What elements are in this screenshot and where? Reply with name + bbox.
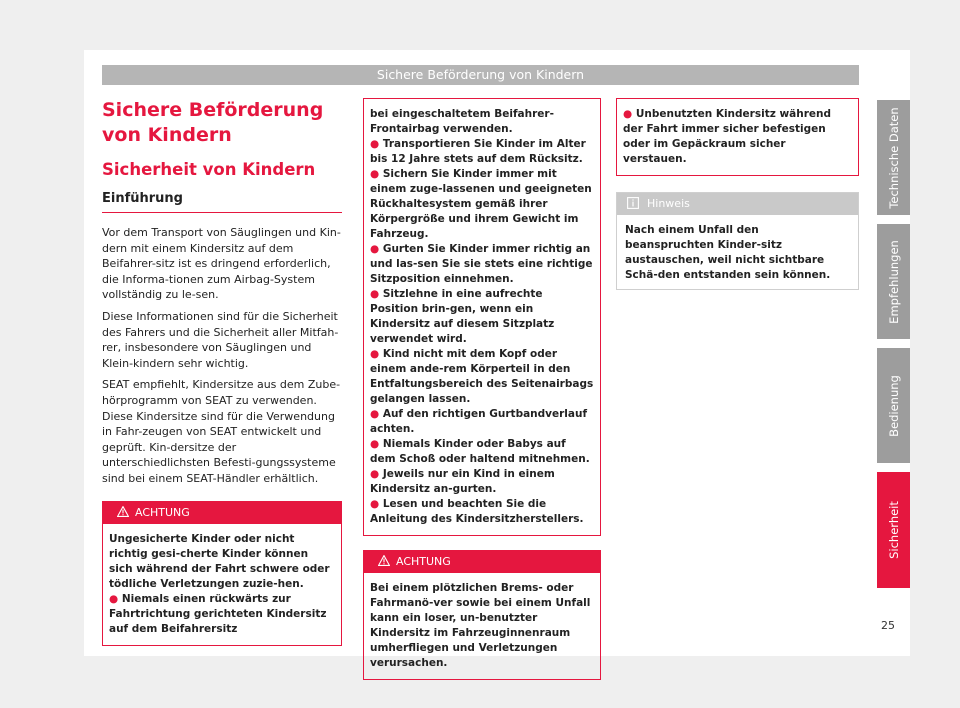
- section-title: Sicherheit von Kindern: [102, 160, 316, 179]
- warning-body: [103, 524, 341, 645]
- tab-label: Technische Daten: [886, 106, 901, 209]
- list-item-text: Sichern Sie Kinder immer mit einem zuge-lassenen und geeigneten Rückhaltesystem gemäß ihrer Körpergröße und ihrem Gewicht im Fahrzeug.: [370, 168, 592, 240]
- column-left: [102, 98, 342, 646]
- warning-bullet: [109, 592, 335, 637]
- warning-label: ACHTUNG: [396, 555, 451, 568]
- tab-label: Empfehlungen: [886, 239, 901, 324]
- bullet-icon: ●: [109, 592, 119, 605]
- tab-bedienung[interactable]: [877, 348, 910, 463]
- warning-continued-2-body: [617, 99, 858, 175]
- bullet-icon: ●: [370, 168, 380, 180]
- list-item-text: Transportieren Sie Kinder im Alter bis 12 Jahre stets auf dem Rücksitz.: [370, 138, 586, 165]
- list-item-text: Gurten Sie Kinder immer richtig an und las-sen Sie sie stets eine richtige Sitzposition einnehmen.: [370, 243, 593, 285]
- bullet-icon: ●: [370, 138, 380, 150]
- tab-label: Sicherheit: [886, 501, 901, 559]
- list-item: [370, 437, 594, 467]
- bullet-icon: ●: [370, 288, 380, 300]
- warning-triangle-icon: [117, 506, 129, 517]
- warning-2-body: [364, 573, 600, 679]
- list-item: [370, 347, 594, 407]
- intro-paragraph-1: Vor dem Transport von Säuglingen und Kin-dern mit einem Kindersitz auf dem Beifahrer-sitz ist es dringend erforderlich, die Informa-tionen zum Airbag-System vollständig zu le-sen.: [102, 226, 341, 302]
- tab-empfehlungen[interactable]: [877, 224, 910, 339]
- warning-bullet-text: Niemals einen rückwärts zur Fahrtrichtung gerichteten Kindersitz auf dem Beifahrersitz: [109, 592, 327, 635]
- warning-intro: Ungesicherte Kinder oder nicht richtig gesi-cherte Kinder können sich während der Fahrt schwere oder tödliche Verletzungen zuzie-hen.: [109, 532, 330, 590]
- warning-header: [364, 551, 600, 573]
- list-item: [370, 167, 594, 242]
- tab-technische-daten[interactable]: [877, 100, 910, 215]
- list-item-text: Kind nicht mit dem Kopf oder einem ande-rem Körperteil in den Entfaltungsbereich des Seitenairbags gelangen lassen.: [370, 348, 594, 405]
- column-right: [616, 98, 859, 290]
- title-rule: [102, 212, 342, 213]
- warning-continued-body: [364, 99, 600, 535]
- warning-2-text: Bei einem plötzlichen Brems- oder Fahrmanö-ver sowie bei einem Unfall kann ein loser, un-benutzter Kindersitz im Fahrzeuginnenraum umherfliegen und Verletzungen verursachen.: [370, 582, 591, 669]
- warning-box-continued-2: [616, 98, 859, 176]
- intro-paragraph-2: Diese Informationen sind für die Sicherheit des Fahrers und die Sicherheit aller Mitfah-rer, insbesondere von Säuglingen und Klein-kindern sehr wichtig.: [102, 309, 339, 370]
- list-item-text: Unbenutzten Kindersitz während der Fahrt immer sicher befestigen oder im Gepäckraum sicher verstauen.: [623, 108, 832, 165]
- intro-paragraph-3: SEAT empfiehlt, Kindersitze aus dem Zube-hörprogramm von SEAT zu verwenden. Diese Kindersitze sind für die Verwendung in Fahr-zeugen von SEAT entwickelt und geprüft. Kin-dersitze der unterschiedlichsten Befesti-gungssysteme sind bei einem SEAT-Händler erhältlich.: [102, 378, 341, 485]
- list-item: [370, 287, 594, 347]
- tab-sicherheit[interactable]: [877, 472, 910, 588]
- bullet-icon: ●: [370, 498, 380, 510]
- warning-box-continued: [363, 98, 601, 536]
- info-icon: [627, 197, 639, 209]
- list-item: [370, 407, 594, 437]
- hint-body: Nach einem Unfall den beanspruchten Kinder-sitz austauschen, weil nicht sichtbare Schä-den entstanden sein können.: [625, 224, 831, 281]
- page-number: 25: [881, 619, 895, 632]
- subsection-title: Einführung: [102, 191, 183, 206]
- page-title: Sichere Beförderung von Kindern: [102, 99, 324, 146]
- column-middle: [363, 98, 601, 680]
- warning-header: [103, 502, 341, 524]
- list-item-text: Auf den richtigen Gurtbandverlauf achten.: [370, 408, 588, 435]
- tab-label: Bedienung: [886, 374, 901, 437]
- running-header: Sichere Beförderung von Kindern: [102, 65, 859, 85]
- bullet-icon: ●: [370, 243, 380, 255]
- hint-label: Hinweis: [647, 197, 690, 210]
- warning-continued-intro: bei eingeschaltetem Beifahrer-Frontairbag verwenden.: [370, 108, 554, 135]
- warning-box-2: [363, 550, 601, 680]
- warning-label: ACHTUNG: [135, 505, 190, 519]
- bullet-icon: ●: [370, 408, 380, 420]
- bullet-icon: ●: [623, 108, 633, 120]
- list-item-text: Niemals Kinder oder Babys auf dem Schoß oder haltend mitnehmen.: [370, 438, 590, 465]
- bullet-icon: ●: [370, 438, 380, 450]
- list-item: [370, 242, 594, 287]
- list-item: [370, 137, 594, 167]
- list-item: [370, 497, 594, 527]
- list-item-text: Jeweils nur ein Kind in einem Kindersitz an-gurten.: [370, 468, 555, 495]
- bullet-icon: ●: [370, 348, 380, 360]
- hint-box: [616, 192, 859, 290]
- list-item: [370, 467, 594, 497]
- list-item: [623, 107, 852, 167]
- bullet-icon: ●: [370, 468, 380, 480]
- list-item-text: Sitzlehne in eine aufrechte Position brin-gen, wenn ein Kindersitz auf diesem Sitzplatz verwendet wird.: [370, 288, 555, 345]
- warning-box: [102, 501, 342, 646]
- list-item-text: Lesen und beachten Sie die Anleitung des Kindersitzherstellers.: [370, 498, 584, 525]
- hint-header: [617, 193, 858, 215]
- warning-triangle-icon: [378, 555, 390, 566]
